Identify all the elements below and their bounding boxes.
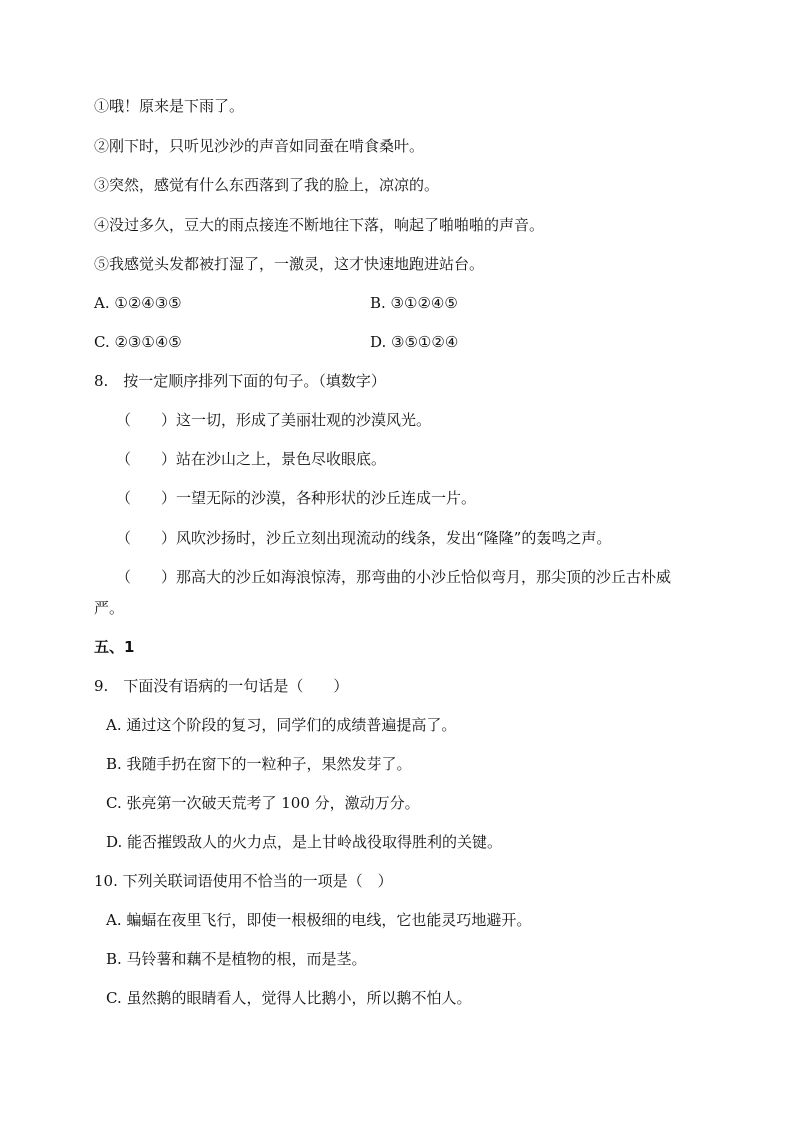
q9-option-b: B. 我随手扔在窗下的一粒种子，果然发芽了。 — [106, 755, 412, 773]
q9-option-c: C. 张亮第一次破天荒考了 100 分，激动万分。 — [106, 794, 420, 812]
q7-option-a: A. ①②④③⑤ — [94, 294, 182, 312]
sentence-5: ⑤我感觉头发都被打湿了，一激灵，这才快速地跑进站台。 — [94, 255, 485, 273]
q8-stem: 8. 按一定顺序排列下面的句子。（填数字） — [94, 372, 386, 390]
sentence-1: ①哦！原来是下雨了。 — [94, 97, 245, 115]
sentence-4: ④没过多久，豆大的雨点接连不断地往下落，响起了啪啪啪的声音。 — [94, 216, 545, 234]
q7-option-c: C. ②③①④⑤ — [94, 333, 182, 351]
q10-option-a: A. 蝙蝠在夜里飞行，即使一根极细的电线，它也能灵巧地避开。 — [106, 911, 532, 929]
q7-option-b: B. ③①②④⑤ — [370, 294, 458, 312]
q9-option-d: D. 能否摧毁敌人的火力点，是上甘岭战役取得胜利的关键。 — [106, 833, 503, 851]
q9-stem: 9. 下面没有语病的一句话是（ ） — [94, 677, 349, 695]
q8-item-1: （ ）这一切，形成了美丽壮观的沙漠风光。 — [116, 411, 432, 429]
q8-item-2: （ ）站在沙山之上，景色尽收眼底。 — [116, 450, 387, 468]
q10-stem: 10. 下列关联词语使用不恰当的一项是（ ） — [94, 872, 393, 890]
q8-item-5-wrap: 严。 — [94, 599, 125, 617]
sentence-2: ②刚下时，只听见沙沙的声音如同蚕在啃食桑叶。 — [94, 137, 425, 155]
q8-item-3: （ ）一望无际的沙漠，各种形状的沙丘连成一片。 — [116, 489, 477, 507]
q10-option-c: C. 虽然鹅的眼睛看人，觉得人比鹅小，所以鹅不怕人。 — [106, 989, 472, 1007]
q7-option-d: D. ③⑤①②④ — [370, 333, 459, 351]
q8-item-4: （ ）风吹沙扬时，沙丘立刻出现流动的线条，发出“隆隆”的轰鸣之声。 — [116, 529, 612, 547]
q10-option-b: B. 马铃薯和藕不是植物的根，而是茎。 — [106, 950, 367, 968]
q8-item-5: （ ）那高大的沙丘如海浪惊涛，那弯曲的小沙丘恰似弯月，那尖顶的沙丘古朴威 — [116, 568, 672, 586]
q9-option-a: A. 通过这个阶段的复习，同学们的成绩普遍提高了。 — [106, 716, 457, 734]
sentence-3: ③突然，感觉有什么东西落到了我的脸上，凉凉的。 — [94, 176, 440, 194]
section-heading: 五、1 — [94, 638, 135, 656]
